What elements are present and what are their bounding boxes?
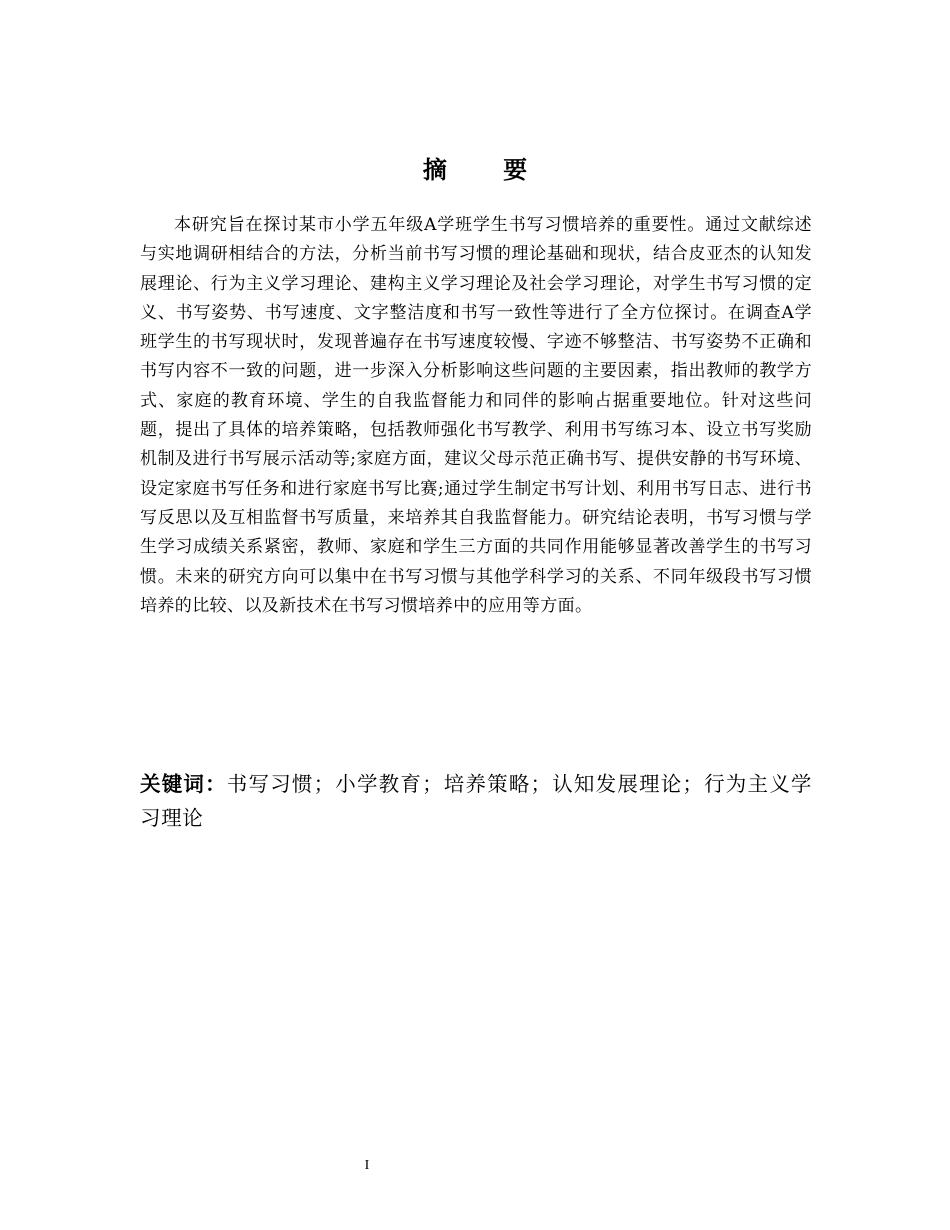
keywords-line (140, 767, 812, 835)
abstract-body: 本研究旨在探讨某市小学五年级A学班学生书写习惯培养的重要性。通过文献综述与实地调研相结合的方法，分析当前书写习惯的理论基础和现状，结合皮亚杰的认知发展理论、行为主义学习理论、建构主义学习理论及社会学习理论，对学生书写习惯的定义、书写姿势、书写速度、文字整洁度和书写一致性等进行了全方位探讨。在调查A学班学生的书写现状时，发现普遍存在书写速度较慢、字迹不够整洁、书写姿势不正确和书写内容不一致的问题，进一步深入分析影响这些问题的主要因素，指出教师的教学方式、家庭的教育环境、学生的自我监督能力和同伴的影响占据重要地位。针对这些问题，提出了具体的培养策略，包括教师强化书写教学、利用书写练习本、设立书写奖励机制及进行书写展示活动等;家庭方面，建议父母示范正确书写、提供安静的书写环境、设定家庭书写任务和进行家庭书写比赛;通过学生制定书写计划、利用书写日志、进行书写反思以及互相监督书写质量，来培养其自我监督能力。研究结论表明，书写习惯与学生学习成绩关系紧密，教师、家庭和学生三方面的共同作用能够显著改善学生的书写习惯。未来的研究方向可以集中在书写习惯与其他学科学习的关系、不同年级段书写习惯培养的比较、以及新技术在书写习惯培养中的应用等方面。 (140, 215, 812, 616)
abstract-title: 摘 要 (422, 156, 552, 184)
keywords-label: 关键词： (140, 772, 227, 796)
page-number: I (364, 1158, 370, 1173)
keywords-text: 书写习惯；小学教育；培养策略；认知发展理论；行为主义学习理论 (140, 772, 813, 830)
